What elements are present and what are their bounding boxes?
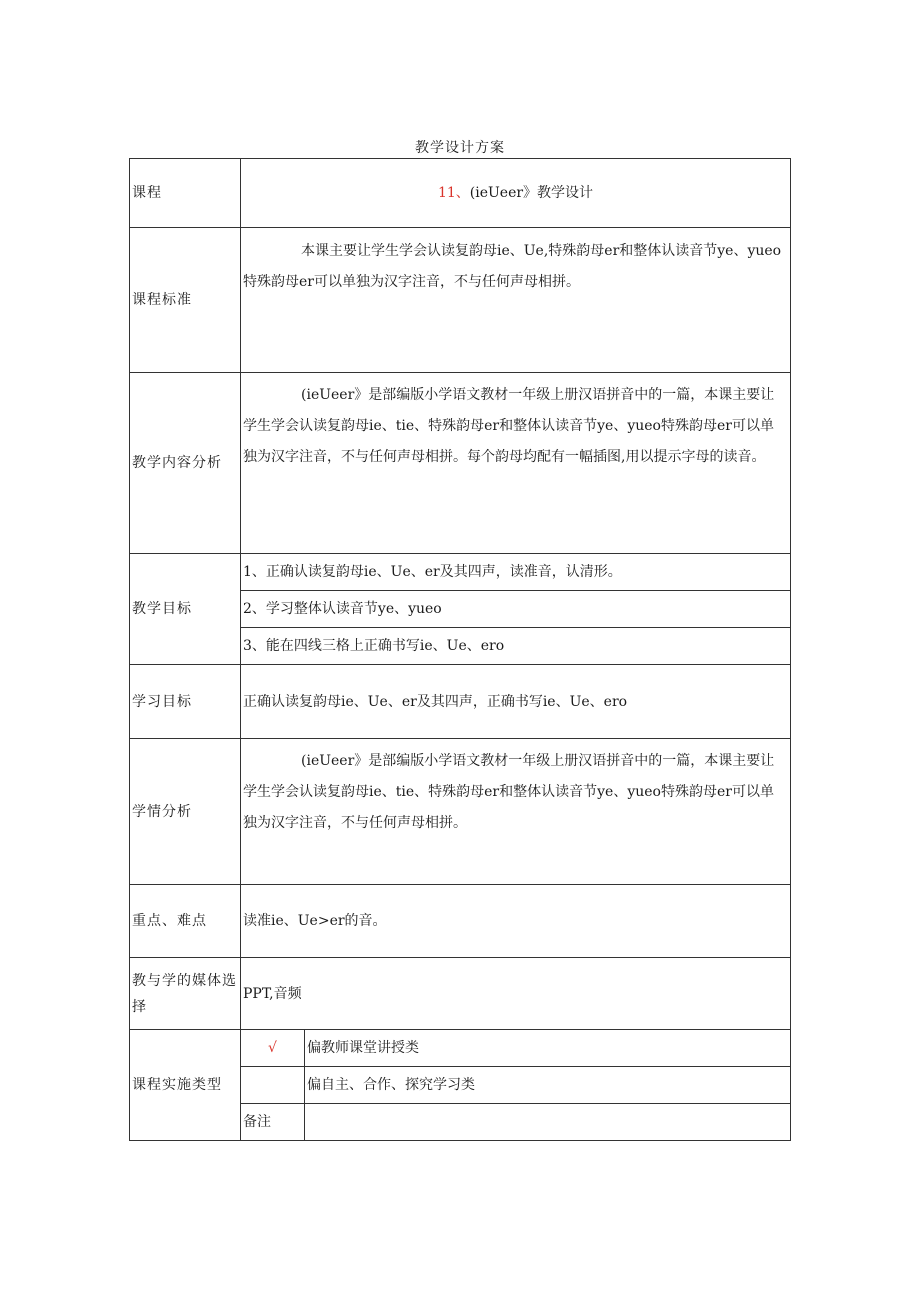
implementation-label: 课程实施类型 <box>130 1030 241 1141</box>
standard-label: 课程标准 <box>130 228 241 373</box>
implementation-option: 偏教师课堂讲授类 <box>305 1030 791 1067</box>
content-analysis-text: (ieUeer》是部编版小学语文教材一年级上册汉语拼音中的一篇，本课主要让学生学会认读复韵母ie、tie、特殊韵母er和整体认读音节ye、yueo特殊韵母er可以单独为汉字注音，不与任何声母相拼。每个韵母均配有一幅插图,用以提示字母的读音。 <box>243 387 775 465</box>
row-key-points <box>130 885 791 958</box>
teaching-goals-label: 教学目标 <box>130 554 241 665</box>
teaching-goal-item: 1、正确认读复韵母ie、Ue、er及其四声，读准音，认清形。 <box>241 554 791 591</box>
content-analysis-cell <box>241 373 791 554</box>
check-mark-cell <box>241 1067 305 1104</box>
teaching-goal-item: 2、学习整体认读音节ye、yueo <box>241 591 791 628</box>
row-implementation-1 <box>130 1030 791 1067</box>
document-title: 教学设计方案 <box>415 140 505 156</box>
course-label: 课程 <box>130 159 241 228</box>
course-number: 11、 <box>437 185 470 201</box>
course-title: (ieUeer》教学设计 <box>469 185 594 201</box>
standard-text: 本课主要让学生学会认读复韵母ie、Ue,特殊韵母er和整体认读音节ye、yueo特殊韵母er可以单独为汉字注音，不与任何声母相拼。 <box>243 243 782 290</box>
standard-cell <box>241 228 791 373</box>
content-analysis-label: 教学内容分析 <box>130 373 241 554</box>
media-text: PPT,音频 <box>241 958 791 1030</box>
course-title-cell <box>241 159 791 228</box>
check-mark-icon: √ <box>241 1030 305 1067</box>
row-teaching-goal-1 <box>130 554 791 591</box>
learning-goals-label: 学习目标 <box>130 665 241 739</box>
note-label: 备注 <box>241 1104 305 1141</box>
learner-analysis-label: 学情分析 <box>130 739 241 885</box>
learning-goals-text: 正确认读复韵母ie、Ue、er及其四声，正确书写ie、Ue、ero <box>241 665 791 739</box>
row-learner-analysis <box>130 739 791 885</box>
implementation-option: 偏自主、合作、探究学习类 <box>305 1067 791 1104</box>
media-label: 教与学的媒体选择 <box>130 958 241 1030</box>
row-content-analysis <box>130 373 791 554</box>
note-text <box>305 1104 791 1141</box>
row-media <box>130 958 791 1030</box>
learner-analysis-text: (ieUeer》是部编版小学语文教材一年级上册汉语拼音中的一篇，本课主要让学生学会认读复韵母ie、tie、特殊韵母er和整体认读音节ye、yueo特殊韵母er可以单独为汉字注音，不与任何声母相拼。 <box>243 753 775 831</box>
learner-analysis-cell <box>241 739 791 885</box>
lesson-plan-table <box>129 158 791 1141</box>
row-learning-goals <box>130 665 791 739</box>
row-course <box>130 159 791 228</box>
teaching-goal-item: 3、能在四线三格上正确书写ie、Ue、ero <box>241 628 791 665</box>
key-points-label: 重点、难点 <box>130 885 241 958</box>
row-standard <box>130 228 791 373</box>
key-points-text: 读准ie、Ue>er的音。 <box>241 885 791 958</box>
